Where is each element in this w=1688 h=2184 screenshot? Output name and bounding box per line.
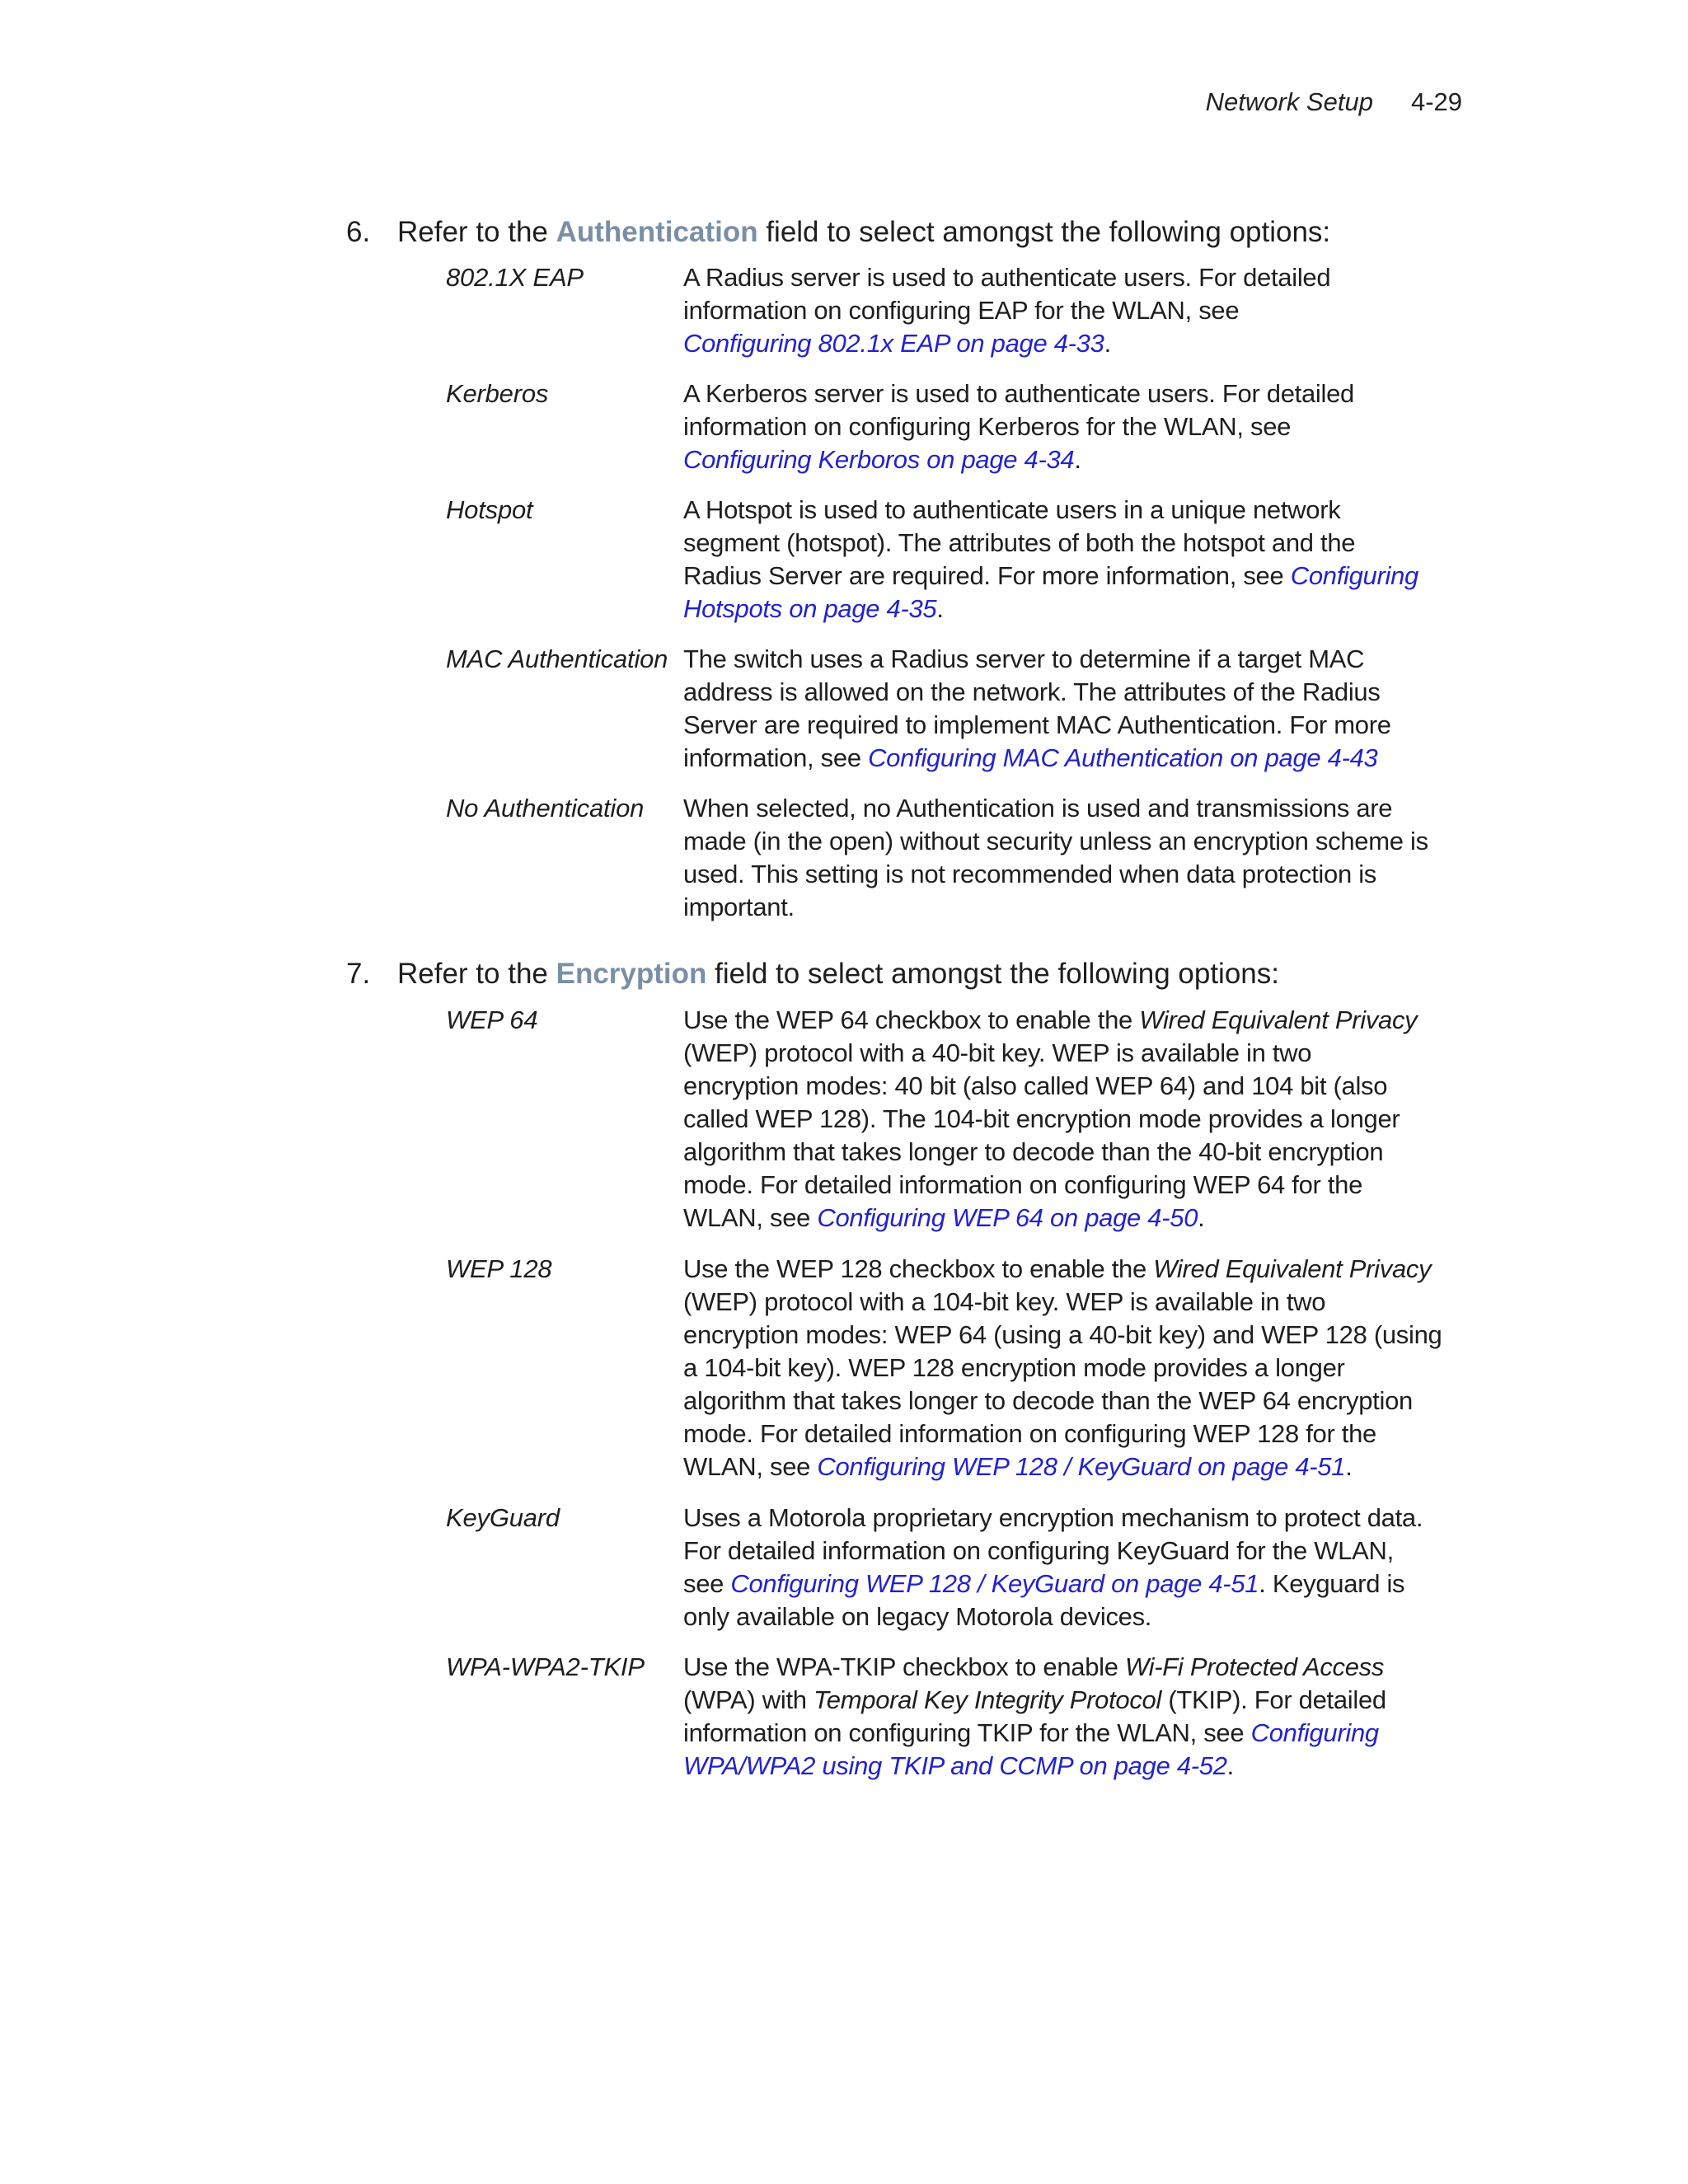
desc-line: made (in the open) without security unless an encryption scheme is bbox=[683, 827, 1428, 855]
desc-italic: Temporal Key Integrity Protocol bbox=[814, 1685, 1162, 1714]
desc-line: A Hotspot is used to authenticate users in a unique network bbox=[683, 495, 1341, 524]
option-term: WPA-WPA2-TKIP bbox=[446, 1652, 645, 1681]
step-text-before: Refer to the bbox=[397, 216, 556, 248]
option-description bbox=[683, 1502, 1423, 1633]
option-term: Hotspot bbox=[446, 495, 533, 524]
desc-line: Use the WEP 128 checkbox to enable the bbox=[683, 1254, 1154, 1283]
field-name-authentication: Authentication bbox=[556, 216, 758, 248]
option-term: Kerberos bbox=[446, 379, 549, 408]
desc-line: Uses a Motorola proprietary encryption mechanism to protect data. bbox=[683, 1503, 1423, 1532]
desc-line: WLAN, see bbox=[683, 1452, 818, 1481]
option-description bbox=[683, 1651, 1386, 1783]
link-configuring-802-1x-eap[interactable]: Configuring 802.1x EAP on page 4-33 bbox=[683, 329, 1104, 358]
desc-line: mode. For detailed information on configuring WEP 128 for the bbox=[683, 1419, 1376, 1448]
link-configuring-wep-128-keyguard[interactable]: Configuring WEP 128 / KeyGuard on page 4-51 bbox=[730, 1569, 1259, 1598]
link-configuring-kerberos[interactable]: Configuring Kerboros on page 4-34 bbox=[683, 445, 1075, 474]
desc-end: . bbox=[1226, 1751, 1234, 1780]
option-description bbox=[683, 261, 1343, 360]
desc-line: encryption modes: WEP 64 (using a 40-bit key) and WEP 128 (using bbox=[683, 1320, 1442, 1349]
option-description bbox=[683, 1004, 1418, 1235]
option-term: WEP 128 bbox=[446, 1254, 552, 1283]
desc-line: information, see bbox=[683, 743, 869, 772]
option-term: KeyGuard bbox=[446, 1503, 560, 1532]
desc-line: (TKIP). For detailed bbox=[1161, 1685, 1386, 1714]
option-description bbox=[683, 643, 1391, 775]
step-number: 6. bbox=[346, 216, 371, 248]
desc-line: WLAN, see bbox=[683, 1203, 818, 1232]
desc-line: address is allowed on the network. The attributes of the Radius bbox=[683, 677, 1381, 706]
desc-line: algorithm that takes longer to decode than the WEP 64 encryption bbox=[683, 1386, 1413, 1415]
desc-italic: Wired Equivalent Privacy bbox=[1139, 1005, 1418, 1034]
desc-end: . bbox=[1074, 445, 1081, 474]
page-header bbox=[1206, 87, 1462, 117]
step-number: 7. bbox=[346, 958, 371, 990]
step-text-after: field to select amongst the following options: bbox=[706, 958, 1279, 990]
desc-line: Radius Server are required. For more information, see bbox=[683, 561, 1291, 590]
desc-line: important. bbox=[683, 893, 795, 921]
desc-line: When selected, no Authentication is used and transmissions are bbox=[683, 794, 1393, 823]
desc-line: information on configuring Kerberos for the WLAN, see bbox=[683, 412, 1292, 441]
desc-line: information on configuring TKIP for the WLAN, see bbox=[683, 1718, 1251, 1747]
section-title: Network Setup bbox=[1205, 87, 1373, 116]
desc-line: algorithm that takes longer to decode than the 40-bit encryption bbox=[683, 1137, 1384, 1166]
desc-line: (WEP) protocol with a 40-bit key. WEP is available in two bbox=[683, 1038, 1312, 1067]
desc-line: . Keyguard is bbox=[1259, 1569, 1405, 1598]
step-text bbox=[397, 216, 1330, 249]
desc-italic: Wired Equivalent Privacy bbox=[1153, 1254, 1432, 1283]
option-term: No Authentication bbox=[446, 794, 645, 823]
desc-line: a 104-bit key). WEP 128 encryption mode provides a longer bbox=[683, 1353, 1345, 1382]
desc-line: segment (hotspot). The attributes of both the hotspot and the bbox=[683, 528, 1356, 557]
desc-line: For detailed information on configuring KeyGuard for the WLAN, bbox=[683, 1536, 1394, 1565]
option-term: WEP 64 bbox=[446, 1005, 538, 1034]
option-description bbox=[683, 494, 1418, 626]
desc-line: Server are required to implement MAC Authentication. For more bbox=[683, 710, 1391, 739]
desc-line: information on configuring EAP for the WLAN, see bbox=[683, 296, 1240, 325]
page-number: 4-29 bbox=[1410, 87, 1462, 116]
link-configuring-mac-authentication[interactable]: Configuring MAC Authentication on page 4-43 bbox=[868, 743, 1378, 772]
desc-line: called WEP 128). The 104-bit encryption mode provides a longer bbox=[683, 1104, 1400, 1133]
option-term: MAC Authentication bbox=[446, 644, 668, 673]
desc-line: see bbox=[683, 1569, 731, 1598]
desc-line: Use the WEP 64 checkbox to enable the bbox=[683, 1005, 1140, 1034]
desc-line: only available on legacy Motorola devices. bbox=[683, 1602, 1152, 1631]
option-description bbox=[683, 1253, 1442, 1483]
desc-line: mode. For detailed information on configuring WEP 64 for the bbox=[683, 1170, 1363, 1199]
option-description bbox=[683, 377, 1354, 476]
link-configuring-wep-64[interactable]: Configuring WEP 64 on page 4-50 bbox=[817, 1203, 1198, 1232]
option-description bbox=[683, 792, 1428, 924]
desc-line: Use the WPA-TKIP checkbox to enable bbox=[683, 1652, 1125, 1681]
desc-italic: Wi-Fi Protected Access bbox=[1124, 1652, 1385, 1681]
desc-end: . bbox=[1198, 1203, 1205, 1232]
step-text-after: field to select amongst the following options: bbox=[757, 216, 1331, 248]
desc-line: used. This setting is not recommended when data protection is bbox=[683, 860, 1376, 888]
desc-line: (WPA) with bbox=[683, 1685, 814, 1714]
desc-line: A Radius server is used to authenticate users. For detailed bbox=[683, 263, 1331, 292]
step-text-before: Refer to the bbox=[397, 958, 556, 990]
link-configuring-hotspots-cont[interactable]: Hotspots on page 4-35 bbox=[683, 594, 937, 623]
desc-line: The switch uses a Radius server to determine if a target MAC bbox=[683, 644, 1365, 673]
desc-line: A Kerberos server is used to authenticate users. For detailed bbox=[683, 379, 1354, 408]
step-text bbox=[397, 958, 1279, 991]
option-term: 802.1X EAP bbox=[446, 263, 584, 292]
desc-line: (WEP) protocol with a 104-bit key. WEP is available in two bbox=[683, 1287, 1326, 1316]
desc-end: . bbox=[1345, 1452, 1353, 1481]
link-configuring-wpa-tkip[interactable]: Configuring bbox=[1250, 1718, 1379, 1747]
link-configuring-wpa-tkip-cont[interactable]: WPA/WPA2 using TKIP and CCMP on page 4-52 bbox=[683, 1751, 1227, 1780]
link-configuring-wep-128-keyguard[interactable]: Configuring WEP 128 / KeyGuard on page 4-51 bbox=[817, 1452, 1346, 1481]
desc-end: . bbox=[1104, 329, 1111, 358]
link-configuring-hotspots[interactable]: Configuring bbox=[1290, 561, 1418, 590]
field-name-encryption: Encryption bbox=[556, 958, 707, 990]
desc-line: encryption modes: 40 bit (also called WEP 64) and 104 bit (also bbox=[683, 1071, 1388, 1100]
desc-end: . bbox=[936, 594, 944, 623]
